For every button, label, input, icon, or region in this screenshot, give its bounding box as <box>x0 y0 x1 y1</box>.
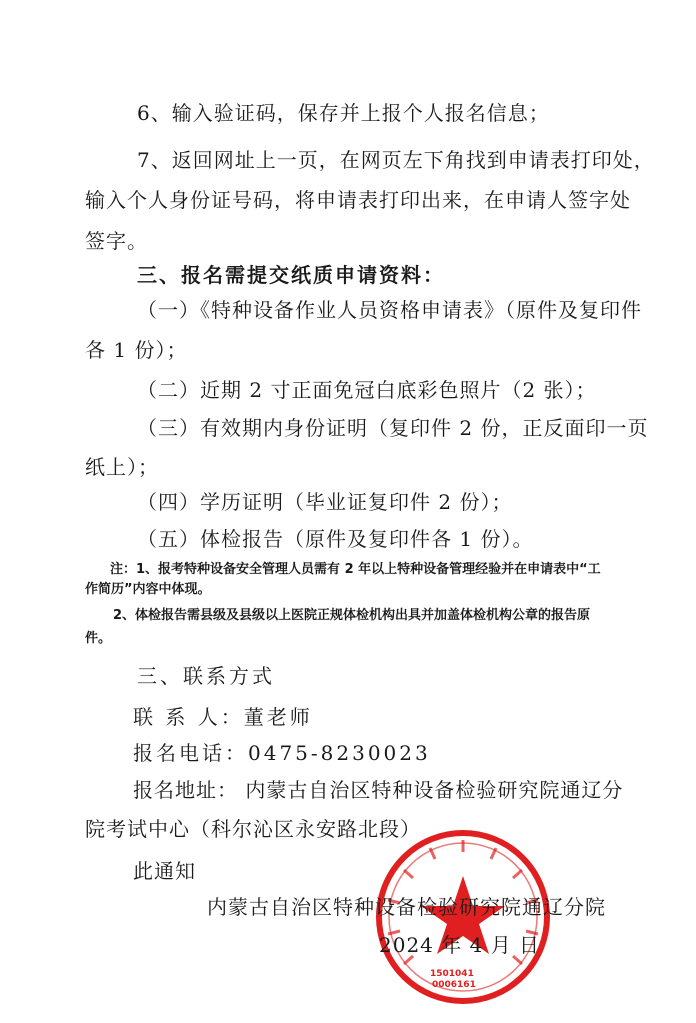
material-item-1-line1: （一）《特种设备作业人员资格申请表》（原件及复印件 <box>137 298 642 322</box>
note-1-line1: 注：1、报考特种设备安全管理人员需有 2 年以上特种设备管理经验并在申请表中“工 <box>110 562 601 577</box>
material-item-1-line2: 各 1 份）； <box>85 338 188 362</box>
note-2-line2: 件。 <box>85 631 112 646</box>
material-item-2: （二）近期 2 寸正面免冠白底彩色照片（2 张）； <box>137 378 597 402</box>
material-item-3-line2: 纸上）； <box>85 455 159 479</box>
contact-person: 联 系 人：董老师 <box>133 705 313 729</box>
contact-heading: 三、联系方式 <box>137 664 275 688</box>
note-2-line1: 2、体检报告需县级及县级以上医院正规体检机构出具并加盖体检机构公章的报告原 <box>113 608 591 623</box>
issuer-name: 内蒙古自治区特种设备检验研究院通辽分院 <box>207 895 606 919</box>
materials-heading: 三、报名需提交纸质申请资料： <box>137 263 445 287</box>
material-item-3-line1: （三）有效期内身份证明（复印件 2 份，正反面印一页 <box>137 416 649 440</box>
seal-code-line1: 1501041 <box>430 969 474 979</box>
closing-notice: 此通知 <box>133 859 196 883</box>
contact-phone: 报名电话：0475-8230023 <box>133 741 431 765</box>
step-7-line2: 输入个人身份证号码，将申请表打印出来，在申请人签字处 <box>85 188 631 212</box>
step-7-line3: 签字。 <box>85 229 148 253</box>
issue-date: 2024 年 4 月 日 <box>379 933 541 957</box>
material-item-5: （五）体检报告（原件及复印件各 1 份）。 <box>137 527 534 551</box>
note-1-line2: 作简历”内容中体现。 <box>85 582 211 597</box>
seal-code-line2: 0006161 <box>432 980 476 990</box>
material-item-4: （四）学历证明（毕业证复印件 2 份）； <box>137 490 513 514</box>
contact-address-line2: 院考试中心（科尔沁区永安路北段） <box>85 817 421 841</box>
step-6: 6、输入验证码，保存并上报个人报名信息； <box>137 101 550 125</box>
contact-address-line1: 报名地址： 内蒙古自治区特种设备检验研究院通辽分 <box>133 778 624 802</box>
step-7-line1: 7、返回网址上一页，在网页左下角找到申请表打印处， <box>137 148 655 172</box>
